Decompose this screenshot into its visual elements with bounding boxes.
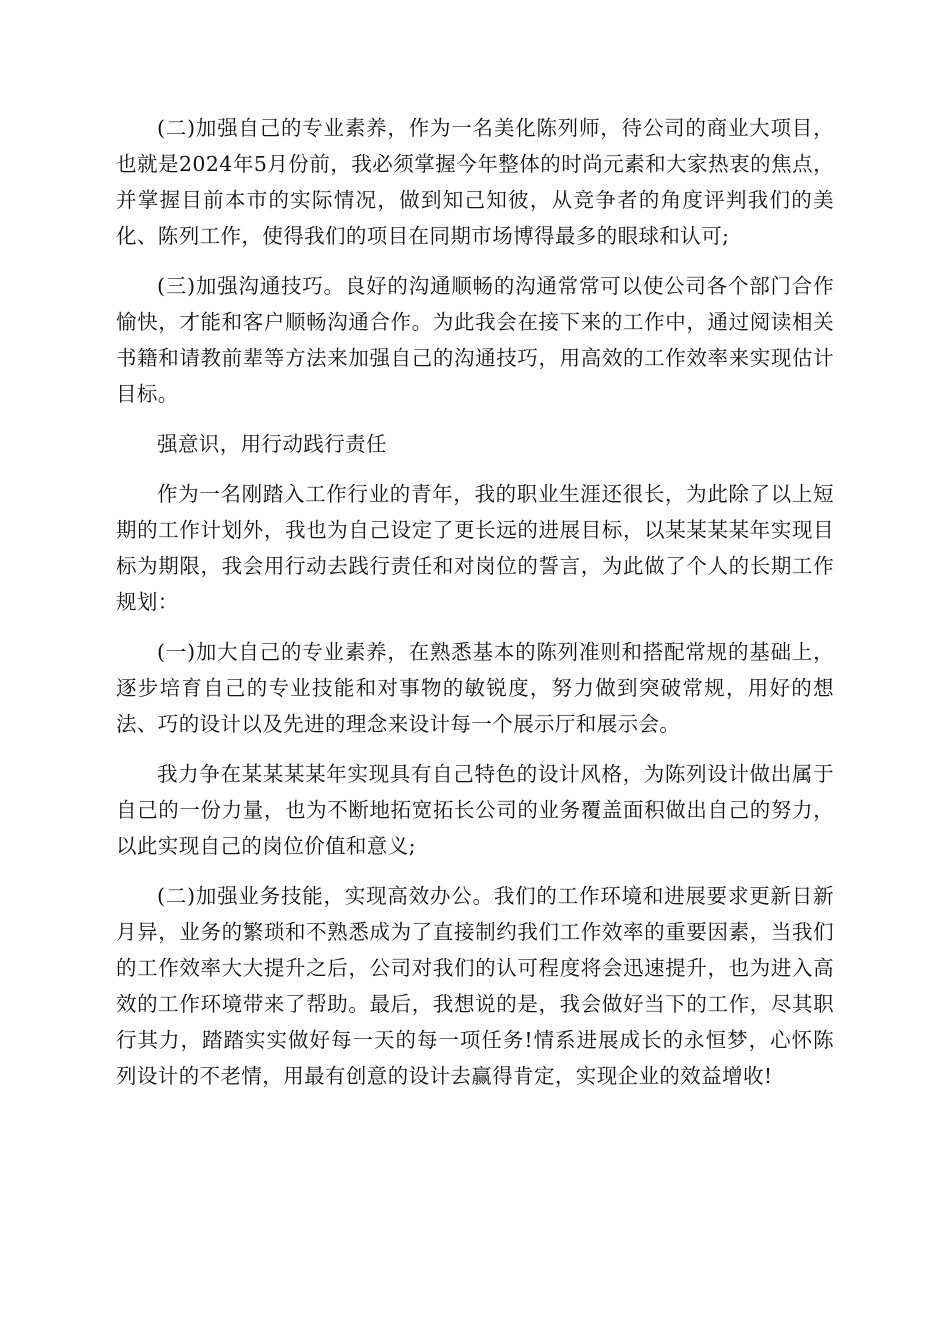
paragraph-professional-literacy: (二)加强自己的专业素养，作为一名美化陈列师，待公司的商业大项目，也就是2024年5月份前，我必须掌握今年整体的时尚元素和大家热衷的焦点，并掌握目前本市的实际情况，做到知己知彼，从竞争者的角度评判我们的美化、陈列工作，使得我们的项目在同期市场博得最多的眼球和认可;	[116, 116, 834, 248]
paragraph-business-skills: (二)加强业务技能，实现高效办公。我们的工作环境和进展要求更新日新月异，业务的繁琐和不熟悉成为了直接制约我们工作效率的重要因素，当我们的工作效率大大提升之后，公司对我们的认可程度将会迅速提升，也为进入高效的工作环境带来了帮助。最后，我想说的是，我会做好当下的工作，尽其职行其力，踏踏实实做好每一天的每一项任务!情系进展成长的永恒梦，心怀陈列设计的不老情，用最有创意的设计去赢得肯定，实现企业的效益增收!	[116, 884, 834, 1088]
paragraph-section-heading: 强意识，用行动践行责任	[157, 432, 387, 456]
paragraph-design-style-goal: 我力争在某某某某年实现具有自己特色的设计风格，为陈列设计做出属于自己的一份力量，也为不断地拓宽拓长公司的业务覆盖面积做出自己的努力，以此实现自己的岗位价值和意义;	[116, 762, 834, 858]
paragraph-long-term-plan-intro: 作为一名刚踏入工作行业的青年，我的职业生涯还很长，为此除了以上短期的工作计划外，我也为自己设定了更长远的进展目标，以某某某某年实现目标为期限，我会用行动去践行责任和对岗位的誓言，为此做了个人的长期工作规划：	[116, 482, 834, 614]
paragraph-communication-skills: (三)加强沟通技巧。良好的沟通顺畅的沟通常常可以使公司各个部门合作愉快，才能和客户顺畅沟通合作。为此我会在接下来的工作中，通过阅读相关书籍和请教前辈等方法来加强自己的沟通技巧，用高效的工作效率来实现估计目标。	[116, 274, 834, 406]
paragraph-expand-expertise: (一)加大自己的专业素养，在熟悉基本的陈列准则和搭配常规的基础上，逐步培育自己的专业技能和对事物的敏锐度，努力做到突破常规，用好的想法、巧的设计以及先进的理念来设计每一个展示厅和展示会。	[116, 640, 834, 736]
document-page	[116, 110, 834, 1108]
